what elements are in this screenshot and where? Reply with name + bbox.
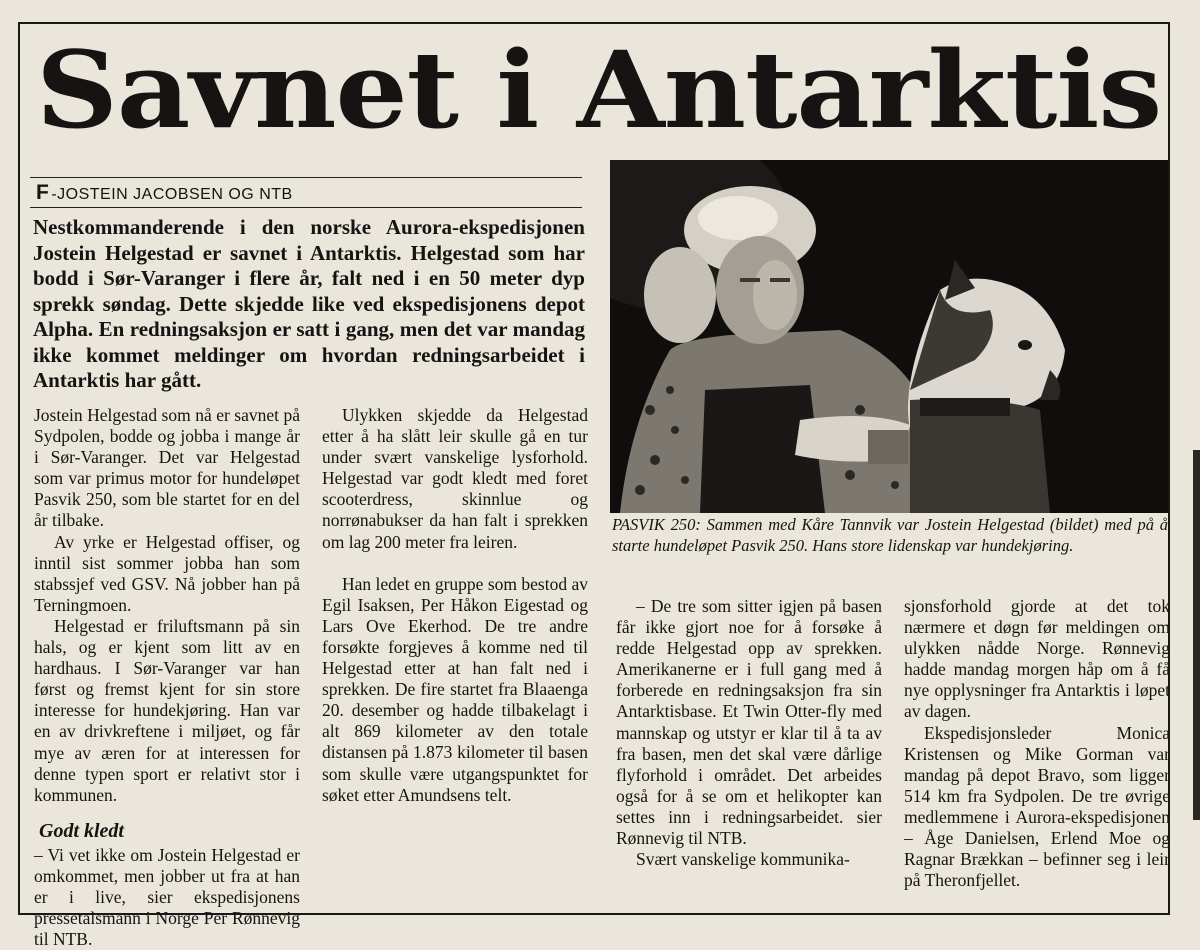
body-paragraph: Helgestad er friluftsmann på sin hals, og er kjent som litt av en hardhaus. I Sør-Varanger var han først og fremst kjent for sin store interesse for hundekjøring. Han var en av drivkreftene i miljøet, og får mye av æren for at interessen for denne typen sport er relativt stor i kommunen. <box>34 615 300 805</box>
body-paragraph: Jostein Helgestad som nå er savnet på Sydpolen, bodde og jobba i mange år i Sør-Varanger. Det var Helgestad som var primus motor for hundeløpet Pasvik 250, som ble startet for en del år tilbake. <box>34 405 300 531</box>
body-column-4 <box>904 596 1170 891</box>
body-paragraph: Ekspedisjonsleder Monica Kristensen og Mike Gorman var mandag på depot Bravo, som ligger 514 km fra Sydpolen. De tre øvrige medlemmene i Aurora-ekspedisjonen – Åge Danielsen, Erlend Moe og Ragnar Brækkan – befinner seg i leir på Theronfjellet. <box>904 722 1170 891</box>
body-paragraph: Svært vanskelige kommunika- <box>636 849 850 870</box>
byline-authors: -JOSTEIN JACOBSEN OG NTB <box>51 186 293 203</box>
byline <box>30 177 582 208</box>
photo-man-with-husky <box>610 160 1168 513</box>
body-column-1 <box>34 405 300 950</box>
body-paragraph: – De tre som sitter igjen på basen får ikke gjort noe for å forsøke å redde Helgestad opp av sprekken. Amerikanerne er i full gang med å forberede en redningsaksjon fra sin Antarktisbase. Et Twin Otter-fly med mannskap og utstyr er klar til å ta av fra basen, men det skal være dårlige flyforhold i området. Det arbeides også for å se om et helikopter kan settes inn i redningsarbeidet. sier Rønnevig til NTB. <box>616 596 882 849</box>
body-paragraph: – Vi vet ikke om Jostein Helgestad er omkommet, men jobber ut fra at han er i live, sier ekspedisjonens pressetalsmann i Norge Per Rønnevig til NTB. <box>34 844 300 950</box>
body-column-2 <box>322 405 588 806</box>
article-photo <box>610 160 1168 513</box>
photo-caption: PASVIK 250: Sammen med Kåre Tannvik var Jostein Helgestad (bildet) med på å starte hundeløpet Pasvik 250. Hans store lidenskap var hundekjøring. <box>612 515 1168 555</box>
body-paragraph: Han ledet en gruppe som bestod av Egil Isaksen, Per Håkon Eigestad og Lars Ove Ekerhod. De tre andre forsøkte forgjeves å komme ned til Helgestad etter at han falt ned i sprekken. De fire startet fra Blaaenga 20. desember og hadde tilbakelagt i alt 869 kilometer av den totale distansen på 1.873 kilometer til basen som skulle være utgangspunktet for søket etter Amundsens telt. <box>322 573 588 805</box>
byline-logo-mark: F <box>36 181 50 204</box>
body-paragraph: Av yrke er Helgestad offiser, og inntil sist sommer jobba han som stabssjef ved GSV. Nå jobber han på Terningmoen. <box>34 531 300 615</box>
headline: Savnet i Antarktis <box>36 27 1162 152</box>
body-paragraph-continued: sjonsforhold gjorde at det tok nærmere et døgn før meldingen om ulykken nådde Norge. Rønnevig hadde mandag morgen håp om å få nye opplysninger fra Antarktis i løpet av dagen. <box>904 596 1170 722</box>
subheading: Godt kledt <box>39 819 124 842</box>
page-edge-shadow <box>1193 450 1200 820</box>
body-paragraph: Ulykken skjedde da Helgestad etter å ha slått leir skulle gå en tur under svært vanskelige lysforhold. Helgestad var godt kledt med foret scooterdress, skinnlue og norrønabukser da han falt i sprekken om lag 200 meter fra leiren. <box>322 405 588 552</box>
lead-paragraph: Nestkommanderende i den norske Aurora-ekspedisjonen Jostein Helgestad er savnet i Antarktis. Helgestad som har bodd i Sør-Varanger i flere år, falt ned i en 50 meter dyp sprekk søndag. Dette skjedde like ved ekspedisjonens depot Alpha. En redningsaksjon er satt i gang, men det var mandag ikke kommet meldinger om hvordan redningsarbeidet i Antarktis har gått. <box>33 215 585 392</box>
body-column-3 <box>616 596 882 870</box>
